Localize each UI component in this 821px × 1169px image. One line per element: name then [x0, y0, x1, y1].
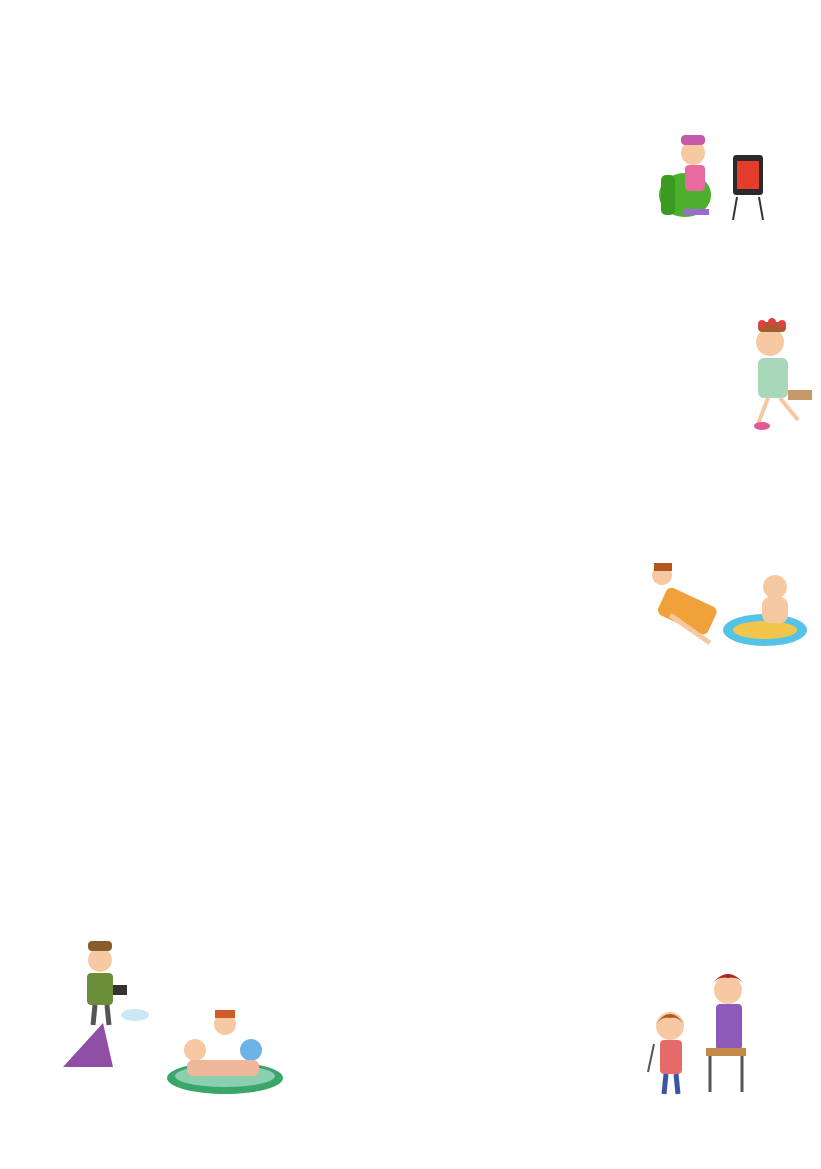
teacher-and-student-illustration [640, 968, 780, 1108]
watermark [164, 325, 716, 756]
woman-watching-tv-illustration [655, 125, 775, 225]
star-border-top [30, 0, 821, 34]
woman-on-mountain-illustration [55, 935, 150, 1070]
children-swimming-illustration [155, 1008, 285, 1098]
people-sunbathing-illustration [640, 555, 810, 655]
woman-on-phone-illustration [728, 312, 821, 432]
star-border-left [0, 34, 38, 1169]
